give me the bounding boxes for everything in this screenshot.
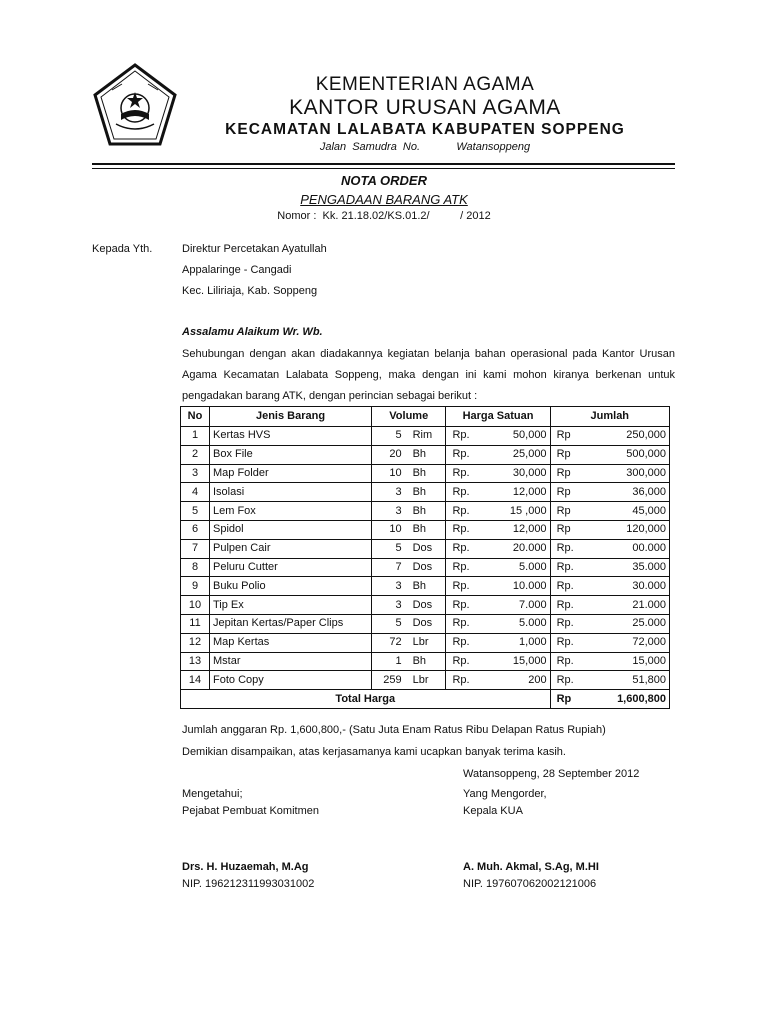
row-item: Buku Polio (210, 577, 372, 596)
header-price: Harga Satuan (446, 407, 550, 427)
left-signatory-nip: NIP. 196212311993031002 (182, 878, 315, 890)
row-amount: 500,000 (589, 445, 670, 464)
left-signatory-name: Drs. H. Huzaemah, M.Ag (182, 861, 309, 873)
row-price-currency: Rp. (446, 671, 486, 690)
row-amount-currency: Rp (550, 427, 589, 446)
row-no: 12 (181, 633, 210, 652)
row-item: Lem Fox (210, 502, 372, 521)
row-unit: Dos (405, 539, 446, 558)
row-qty: 10 (372, 520, 405, 539)
left-sign-position: Pejabat Pembuat Komitmen (182, 805, 319, 817)
row-amount-currency: Rp. (550, 671, 589, 690)
row-item: Isolasi (210, 483, 372, 502)
row-price: 1,000 (486, 633, 550, 652)
row-price-currency: Rp. (446, 445, 486, 464)
table-row (181, 520, 670, 539)
table-row (181, 558, 670, 577)
row-no: 11 (181, 614, 210, 633)
row-price: 20.000 (486, 539, 550, 558)
left-sign-title: Mengetahui; (182, 788, 243, 800)
row-unit: Lbr (405, 633, 446, 652)
row-no: 4 (181, 483, 210, 502)
row-amount-currency: Rp. (550, 577, 589, 596)
row-amount-currency: Rp (550, 445, 589, 464)
row-qty: 72 (372, 633, 405, 652)
row-unit: Lbr (405, 671, 446, 690)
items-table (180, 406, 670, 709)
document-number: Nomor : Kk. 21.18.02/KS.01.2/ / 2012 (277, 210, 491, 222)
row-unit: Dos (405, 558, 446, 577)
right-signatory-name: A. Muh. Akmal, S.Ag, M.HI (463, 861, 599, 873)
row-amount-currency: Rp. (550, 539, 589, 558)
right-sign-position: Kepala KUA (463, 805, 523, 817)
row-amount: 36,000 (589, 483, 670, 502)
row-qty: 3 (372, 577, 405, 596)
row-no: 10 (181, 596, 210, 615)
recipient-line-3: Kec. Liliriaja, Kab. Soppeng (182, 285, 318, 297)
recipient-label: Kepada Yth. (92, 243, 153, 255)
table-row (181, 596, 670, 615)
row-amount-currency: Rp (550, 502, 589, 521)
row-price-currency: Rp. (446, 633, 486, 652)
row-unit: Bh (405, 652, 446, 671)
row-qty: 3 (372, 483, 405, 502)
row-amount-currency: Rp. (550, 596, 589, 615)
row-amount: 120,000 (589, 520, 670, 539)
recipient-line-1: Direktur Percetakan Ayatullah (182, 243, 327, 255)
row-price-currency: Rp. (446, 577, 486, 596)
budget-statement: Jumlah anggaran Rp. 1,600,800,- (Satu Juta Enam Ratus Ribu Delapan Ratus Rupiah) (182, 724, 606, 736)
table-row (181, 445, 670, 464)
row-unit: Dos (405, 596, 446, 615)
row-price-currency: Rp. (446, 520, 486, 539)
row-price: 12,000 (486, 483, 550, 502)
row-no: 1 (181, 427, 210, 446)
row-unit: Dos (405, 614, 446, 633)
table-row (181, 464, 670, 483)
office-name: KANTOR URUSAN AGAMA (289, 96, 561, 119)
row-amount-currency: Rp (550, 520, 589, 539)
row-price-currency: Rp. (446, 558, 486, 577)
total-label: Total Harga (181, 690, 551, 709)
row-price: 7.000 (486, 596, 550, 615)
row-unit: Bh (405, 464, 446, 483)
row-price: 15 ,000 (486, 502, 550, 521)
table-row (181, 483, 670, 502)
row-price: 30,000 (486, 464, 550, 483)
row-price-currency: Rp. (446, 427, 486, 446)
office-address: Jalan Samudra No. Watansoppeng (319, 141, 531, 153)
row-price-currency: Rp. (446, 502, 486, 521)
intro-paragraph: Sehubungan dengan akan diadakannya kegiatan belanja bahan operasional pada Kantor Urusan Agama Kecamatan Lalabata Soppeng, maka dengan ini kami mohon kiranya berkenan untuk pengadakan barang ATK, dengan perincian sebagai berikut : (182, 348, 675, 402)
row-price: 15,000 (486, 652, 550, 671)
table-row (181, 427, 670, 446)
row-item: Map Kertas (210, 633, 372, 652)
row-qty: 1 (372, 652, 405, 671)
row-amount: 45,000 (589, 502, 670, 521)
row-amount-currency: Rp. (550, 558, 589, 577)
row-no: 2 (181, 445, 210, 464)
row-amount: 72,000 (589, 633, 670, 652)
row-price-currency: Rp. (446, 652, 486, 671)
row-unit: Bh (405, 445, 446, 464)
row-qty: 10 (372, 464, 405, 483)
row-item: Foto Copy (210, 671, 372, 690)
row-amount-currency: Rp. (550, 652, 589, 671)
right-signatory-nip: NIP. 197607062002121006 (463, 878, 597, 890)
row-price: 5.000 (486, 614, 550, 633)
row-qty: 20 (372, 445, 405, 464)
row-amount: 21.000 (589, 596, 670, 615)
row-unit: Bh (405, 483, 446, 502)
row-price-currency: Rp. (446, 596, 486, 615)
table-row (181, 614, 670, 633)
kemenag-logo (92, 62, 178, 148)
row-price: 50,000 (486, 427, 550, 446)
row-item: Jepitan Kertas/Paper Clips (210, 614, 372, 633)
row-item: Box File (210, 445, 372, 464)
row-price: 5.000 (486, 558, 550, 577)
letter-date: Watansoppeng, 28 September 2012 (463, 768, 640, 780)
row-price: 25,000 (486, 445, 550, 464)
row-price: 10.000 (486, 577, 550, 596)
total-value: 1,600,800 (589, 690, 670, 709)
row-no: 13 (181, 652, 210, 671)
row-no: 3 (181, 464, 210, 483)
row-amount-currency: Rp. (550, 614, 589, 633)
row-qty: 5 (372, 614, 405, 633)
row-qty: 7 (372, 558, 405, 577)
row-price: 12,000 (486, 520, 550, 539)
row-amount: 15,000 (589, 652, 670, 671)
row-unit: Bh (405, 520, 446, 539)
table-row (181, 577, 670, 596)
ministry-name: KEMENTERIAN AGAMA (315, 74, 535, 95)
row-item: Map Folder (210, 464, 372, 483)
row-amount: 51,800 (589, 671, 670, 690)
row-amount-currency: Rp. (550, 633, 589, 652)
row-unit: Bh (405, 577, 446, 596)
greeting: Assalamu Alaikum Wr. Wb. (182, 326, 323, 338)
header-amount: Jumlah (550, 407, 669, 427)
header-no: No (181, 407, 210, 427)
row-price-currency: Rp. (446, 539, 486, 558)
row-price-currency: Rp. (446, 483, 486, 502)
row-amount: 00.000 (589, 539, 670, 558)
row-qty: 259 (372, 671, 405, 690)
row-item: Tip Ex (210, 596, 372, 615)
row-price-currency: Rp. (446, 614, 486, 633)
row-no: 5 (181, 502, 210, 521)
row-amount: 300,000 (589, 464, 670, 483)
row-unit: Bh (405, 502, 446, 521)
district-name: KECAMATAN LALABATA KABUPATEN SOPPENG (225, 121, 625, 138)
row-unit: Rim (405, 427, 446, 446)
row-amount-currency: Rp (550, 483, 589, 502)
right-sign-title: Yang Mengorder, (463, 788, 547, 800)
row-no: 7 (181, 539, 210, 558)
table-row (181, 652, 670, 671)
document-subject: PENGADAAN BARANG ATK (300, 192, 468, 207)
table-row (181, 671, 670, 690)
row-no: 14 (181, 671, 210, 690)
row-amount: 250,000 (589, 427, 670, 446)
row-amount: 35.000 (589, 558, 670, 577)
row-qty: 5 (372, 539, 405, 558)
letterhead-rule-thin (92, 168, 675, 169)
row-item: Pulpen Cair (210, 539, 372, 558)
row-amount: 25.000 (589, 614, 670, 633)
header-item: Jenis Barang (210, 407, 372, 427)
letterhead-rule-thick (92, 163, 675, 165)
row-item: Mstar (210, 652, 372, 671)
table-row (181, 502, 670, 521)
row-qty: 3 (372, 596, 405, 615)
total-currency: Rp (550, 690, 589, 709)
row-price: 200 (486, 671, 550, 690)
row-amount: 30.000 (589, 577, 670, 596)
row-item: Kertas HVS (210, 427, 372, 446)
header-volume: Volume (372, 407, 446, 427)
total-row (181, 690, 670, 709)
table-row (181, 633, 670, 652)
row-no: 6 (181, 520, 210, 539)
row-qty: 3 (372, 502, 405, 521)
row-no: 9 (181, 577, 210, 596)
table-header-row (181, 407, 670, 427)
table-row (181, 539, 670, 558)
row-item: Spidol (210, 520, 372, 539)
row-no: 8 (181, 558, 210, 577)
closing-statement: Demikian disampaikan, atas kerjasamanya kami ucapkan banyak terima kasih. (182, 746, 566, 758)
row-amount-currency: Rp (550, 464, 589, 483)
recipient-line-2: Appalaringe - Cangadi (182, 264, 292, 276)
row-item: Peluru Cutter (210, 558, 372, 577)
document-title: NOTA ORDER (341, 173, 427, 188)
row-qty: 5 (372, 427, 405, 446)
row-price-currency: Rp. (446, 464, 486, 483)
